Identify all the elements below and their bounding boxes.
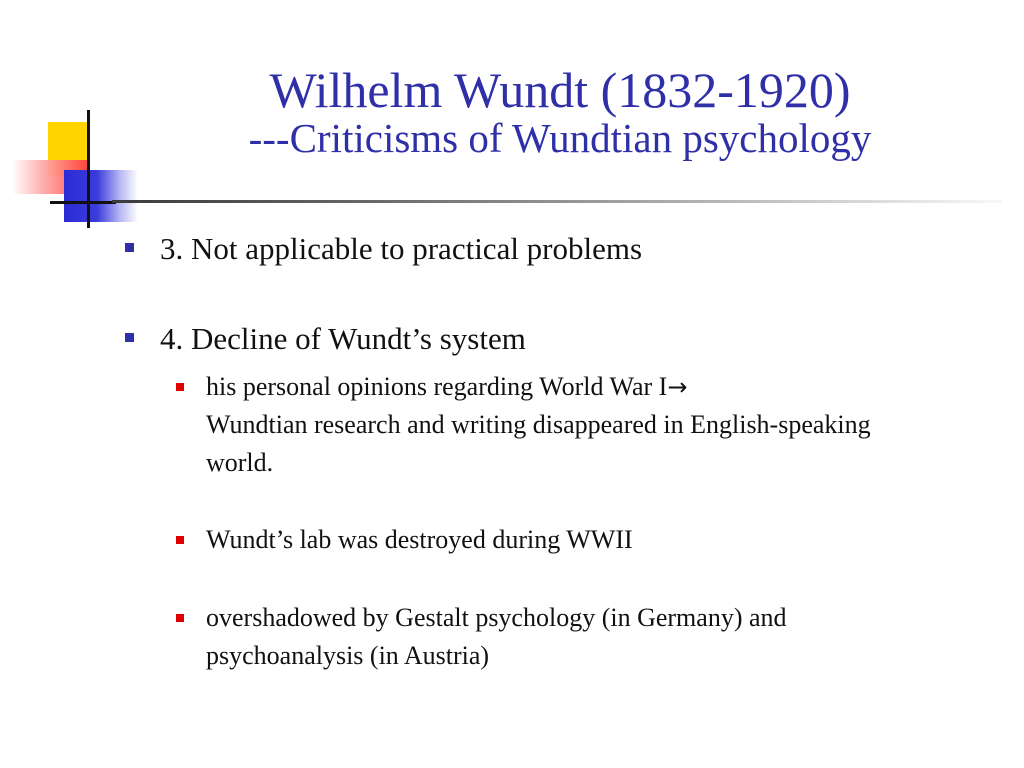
bullet-text: 3. Not applicable to practical problems: [160, 231, 643, 266]
sub-bullet-item: [176, 521, 936, 559]
square-bullet-icon: [125, 333, 134, 342]
square-bullet-icon: [176, 383, 184, 391]
square-bullet-icon: [176, 536, 184, 544]
bullet-text: 4. Decline of Wundt’s system: [160, 321, 526, 356]
square-bullet-icon: [125, 243, 134, 252]
sub-bullet-text: overshadowed by Gestalt psychology (in Germany) and psychoanalysis (in Austria): [206, 603, 787, 670]
sub-bullet-item: [176, 599, 936, 675]
title-line-1: Wilhelm Wundt (1832-1920): [269, 62, 851, 118]
square-bullet-icon: [176, 614, 184, 622]
title-line-2: ---Criticisms of Wundtian psychology: [248, 114, 872, 161]
right-arrow-icon: →: [667, 373, 688, 401]
sub-bullet-text-after-arrow: Wundtian research and writing disappeared in English-speaking world.: [206, 410, 871, 477]
sub-bullet-text: [206, 368, 936, 482]
sub-bullet-text-before-arrow: his personal opinions regarding World War I: [206, 372, 668, 401]
sub-bullet-item: [176, 368, 936, 482]
sub-bullet-text: Wundt’s lab was destroyed during WWII: [206, 525, 633, 554]
